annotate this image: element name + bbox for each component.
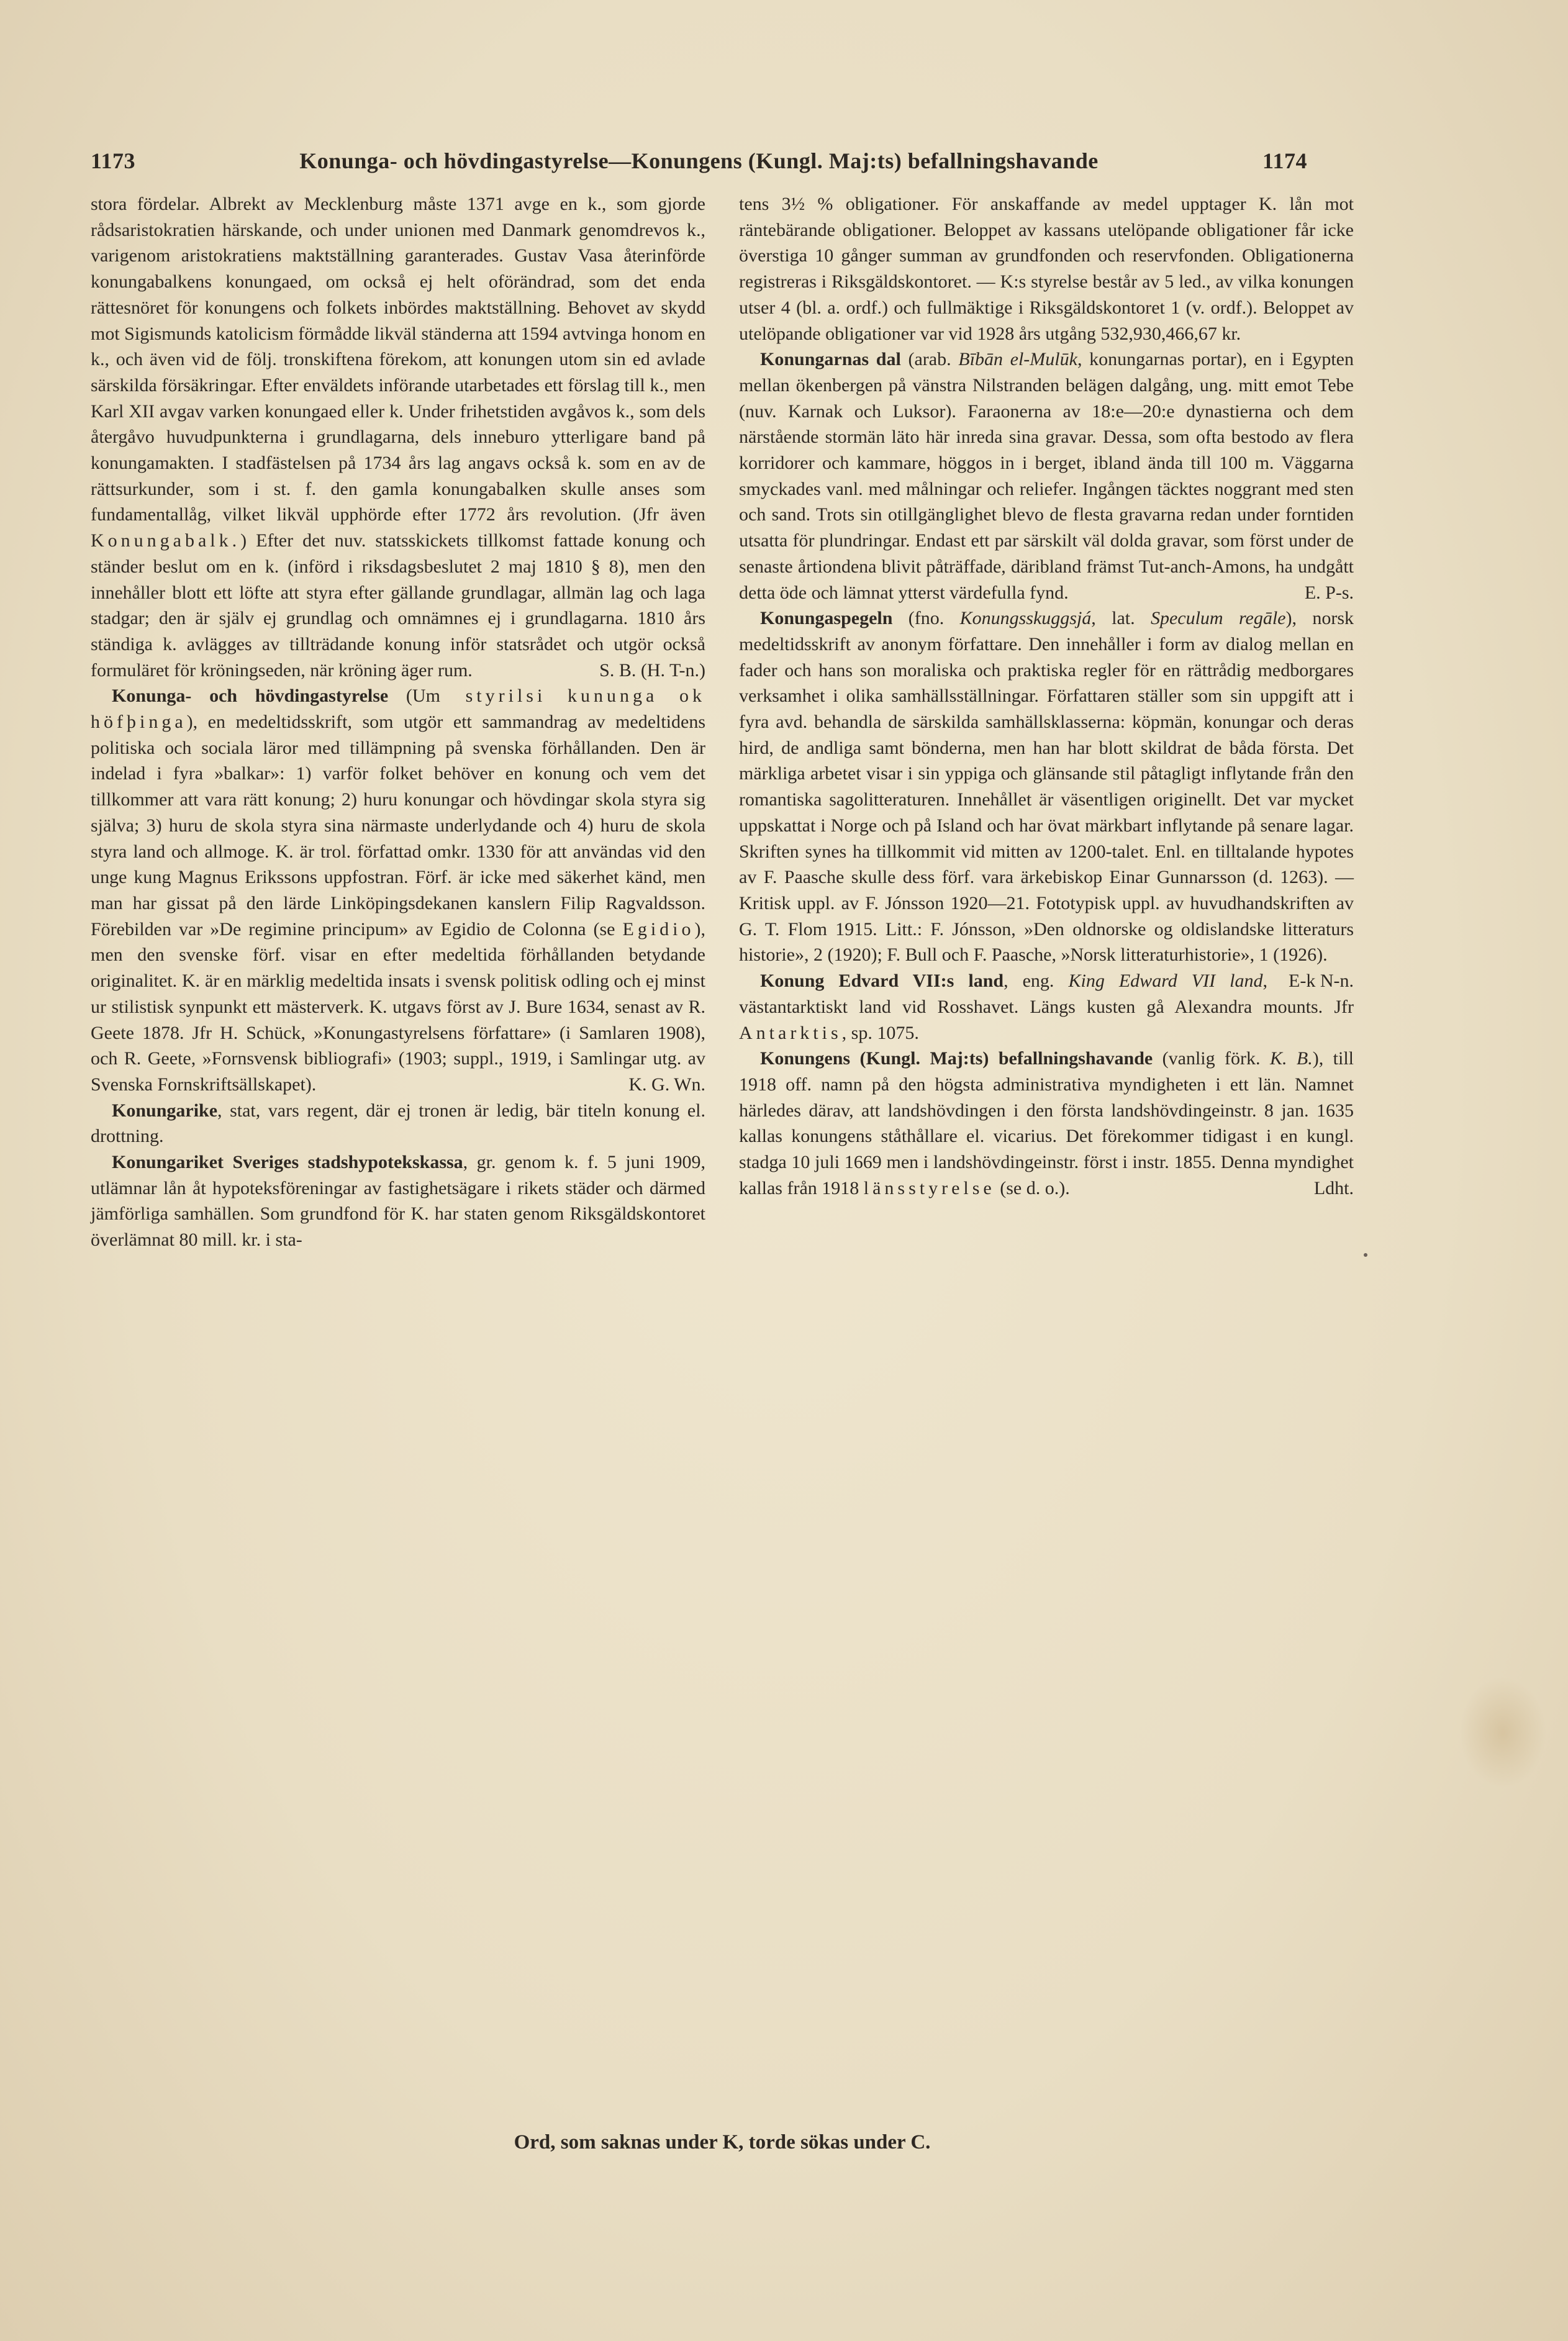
text: , stat, vars regent, där ej tronen är ledig, bär titeln konung el. drottning.: [91, 1100, 705, 1147]
paragraph: [739, 191, 1354, 346]
italic-text: Bībān el-Mulūk: [958, 349, 1077, 370]
signature: Ldht.: [1313, 1177, 1354, 1198]
entry: [91, 1149, 705, 1253]
headword: Konunga- och hövdingastyrelse: [112, 686, 389, 707]
headword: Konung Edvard VII:s land: [760, 971, 1004, 992]
entry: [739, 968, 1354, 1046]
footer-note: Ord, som saknas under K, torde sökas under C.: [514, 2131, 931, 2153]
text: ), en medeltidsskrift, som utgör ett sammandrag av medeltidens politiska och sociala läror med tillämpning på svenska förhållanden. Den är indelad i fyra »balkar»: 1) varför folket behöver en konung och vem det tillkommer att vara rätt konung; 2) huru konungar och hövdingar skola styra sig själva; 3) huru de skola styra sina närmaste underlydande och 4) huru de skola styra land och allmoge. K. är trol. författad omkr. 1330 för att användas vid den unge kung Magnus Erikssons uppfostran. Förf. är icke med säkerhet känd, men man har gissat på den lärde Linköpingsdekanen kanslern Filip Ragvaldsson. Förebilden var »De regimine principum» av Egidio de Colonna (se: [91, 712, 705, 940]
right-column: [739, 191, 1354, 1201]
ink-dot: [1364, 1253, 1367, 1257]
signature: K. G. Wn.: [628, 1074, 705, 1095]
paragraph: [91, 191, 705, 683]
page-number-left: 1173: [91, 148, 136, 173]
entry: [91, 1098, 705, 1149]
entry: [91, 683, 705, 1097]
signature: E. P-s.: [1304, 582, 1354, 603]
headword: Konungarike: [112, 1100, 218, 1121]
text: (U: [388, 686, 426, 707]
italic-text: Konungsskuggsjá: [959, 608, 1092, 629]
header-title: Konunga- och hövdingastyrelse—Konungens (Kungl. Maj:ts) befallningshavande: [299, 148, 1099, 173]
text: (se d. o.).: [995, 1177, 1070, 1198]
headword: Konungarnas dal: [760, 349, 901, 370]
text: , sp. 1075.: [841, 1022, 919, 1043]
text: , västantarktiskt land vid Rosshavet. Längs kusten gå Alexandra mounts. Jfr: [739, 971, 1354, 1017]
headword: Konungariket Sveriges stadshypotekskassa: [112, 1152, 463, 1173]
italic-text: King Edward VII land: [1068, 971, 1263, 992]
entry: [739, 1046, 1354, 1201]
spaced-text: länsstyrelse: [863, 1177, 995, 1198]
spaced-text: m styrilsi kununga ok höfþinga: [91, 686, 705, 733]
text: ), norsk medeltidsskrift av anonym författare. Den innehåller i form av dialog mellan en fader och hans son moraliska och praktiska regler för en rättrådig medborgares verksamhet i olika samhällsställningar. Författaren ställer som sin uppgift att i fyra avd. behandla de särskilda samhällsklasserna: köpmän, konungar och deras hird, de andliga samt bönderna, men han har blott skildrat de båda första. Det märkliga arbetet visar i sin yppiga och glänsande stil påtagligt inflytande från den romantiska sagolitteraturen. Innehållet är väsentligen originellt. Det var mycket uppskattat i Norge och på Island och har övat märkbart inflytande på senare lagar. Skriften synes ha tillkommit vid mitten av 1200-talet. Enl. en tilltalande hypotes av F. Paasche skulle dess förf. vara ärkebiskop Einar Gunnarsson (d. 1263). — Kritisk uppl. av F. Jónsson 1920—21. Fototypisk uppl. av huvudhandskriften av G. T. Flom 1915. Litt.: F. Jónsson, »Den oldnorske og oldislandske litteraturs historie», 2 (1920); F. Bull och F. Paasche, »Norsk litteraturhistorie», 1 (1926).: [739, 608, 1354, 966]
spaced-text: Antarktis: [739, 1022, 842, 1043]
spaced-text: Egidio: [622, 918, 695, 940]
text: , konungarnas portar), en i Egypten mellan ökenbergen på vänstra Nilstranden belägen dalgång, ung. mitt emot Tebe (nuv. Karnak och Luksor). Faraonerna av 18:e—20:e dynastierna och dem närstående stormän läto här inreda sina gravar. Dessa, som ofta bestodo av flera korridorer och kammare, höggos in i berget, ibland ända till 100 m. Väggarna smyckades vanl. med målningar och reliefer. Ingången täcktes noggrant med sten och sand. Trots sin otillgänglighet blevo de flesta gravarna redan under forntiden utsatta för plundringar. Endast ett par särskilt väl dolda gravar, som först under de senaste årtiondena blivit påträffade, däribland främst Tut-anch-Amons, ha undgått detta öde och lämnat ytterst värdefulla fynd.: [739, 349, 1354, 603]
spaced-text: Konungabalk.: [91, 530, 241, 551]
text: (vanlig förk.: [1153, 1048, 1270, 1069]
text: (arab.: [900, 349, 959, 370]
italic-text: Speculum regāle: [1150, 608, 1286, 629]
signature: S. B. (H. T-n.): [599, 659, 705, 681]
signature: E-k N-n.: [1289, 971, 1354, 992]
left-column: [91, 191, 705, 1253]
text: tens 3½ % obligationer. För anskaffande av medel upptager K. lån mot räntebärande obligationer. Beloppet av kassans utelöpande obligationer får icke överstiga 10 gånger summan av grundfonden och reservfonden. Obligationerna registreras i Riksgäldskontoret. — K:s styrelse består av 5 led., av vilka konungen utser 4 (bl. a. ordf.) och fullmäktige i Riksgäldskontoret 1 (v. ordf.). Beloppet av utelöpande obligationer var vid 1928 års utgång 532,930,466,67 kr.: [739, 194, 1354, 344]
text: ), till 1918 off. namn på den högsta administrativa myndigheten i ett län. Namnet härledes därav, att landshövdingen i den första landshövdingeinstr. 8 jan. 1635 kallas konungens ståthållare el. vicarius. Det förekommer tidigast i en kungl. stadga 10 juli 1669 men i landshövdingeinstr. först i instr. 1855. Denna myndighet kallas från 1918: [739, 1048, 1354, 1198]
text: , gr. genom k. f. 5 juni 1909, utlämnar lån åt hypoteksföreningar av fastighetsägare i rikets städer och därmed jämförliga samhällen. Som grundfond för K. har staten genom Riksgäldskontoret överlämnat 80 mill. kr. i sta-: [91, 1152, 705, 1251]
headword: Konungaspegeln: [760, 608, 893, 629]
text: stora fördelar. Albrekt av Mecklenburg måste 1371 avge en k., som gjorde rådsaristokratien härskande, och under unionen med Danmark genomdrevos k., varigenom aristokratiens maktställning garanterades. Gustav Vasa återinförde konungabalkens konungaed, om också ej helt oförändrad, som det enda rättesnöret för konungens och folkets inbördes maktställning. Behovet av skydd mot Sigismunds katolicism förmådde likväl ständerna att 1594 avtvinga honom en k., och även vid de följ. tronskiftena förekom, att konungen utom sin ed avlade särskilda försäkringar. Efter enväldets införande utarbetades ett förslag till k., men Karl XII avgav varken konungaed eller k. Under frihetstiden avgåvos k., som dels återgåvo huvudpunkterna i grundlagarna, dels inneburo ytterligare band på konungamakten. I stadfästelsen på 1734 års lag angavs också k. som en av de rättsurkunder, som i st. f. den gamla konungabalken skulle anses som fundamentallåg, vilket likväl upphörde efter 1772 års revolution. (Jfr även: [91, 194, 705, 525]
text: , lat.: [1091, 608, 1151, 629]
page-number-right: 1174: [1262, 148, 1307, 173]
text: ), men den svenske förf. visar en efter medeltida förhållanden betydande originalitet. K. är en märklig medeltida insats i svensk politisk odling och ej minst ur stilistisk synpunkt ett mästerverk. K. utgavs först av J. Bure 1634, senast av R. Geete 1878. Jfr H. Schück, »Konungastyrelsens författare» (i Samlaren 1908), och R. Geete, »Fornsvensk bibliografi» (1903; suppl., 1919, i Samlingar utg. av Svenska Fornskriftsällskapet).: [91, 918, 705, 1095]
italic-text: K. B.: [1269, 1048, 1313, 1069]
running-header: [91, 148, 1307, 183]
headword: Konungens (Kungl. Maj:ts) befallningshavande: [760, 1048, 1153, 1069]
entry: [739, 346, 1354, 605]
text: (fno.: [892, 608, 960, 629]
text: ) Efter det nuv. statsskickets tillkomst fattade konung och ständer beslut om en k. (införd i riksdagsbeslutet 2 maj 1810 § 8), men den innehåller blott ett löfte att styra efter gällande grundlagar, allmän lag och laga stadgar; den är själv ej grundlag och omnämnes ej i grundlagarna. 1810 års ständiga k. avlägges av tillträdande konung inför statsrådet och utgör också formuläret för kröningseden, när kröning äger rum.: [91, 530, 705, 681]
text: , eng.: [1004, 971, 1069, 992]
paper-stain: [1459, 1677, 1546, 1788]
